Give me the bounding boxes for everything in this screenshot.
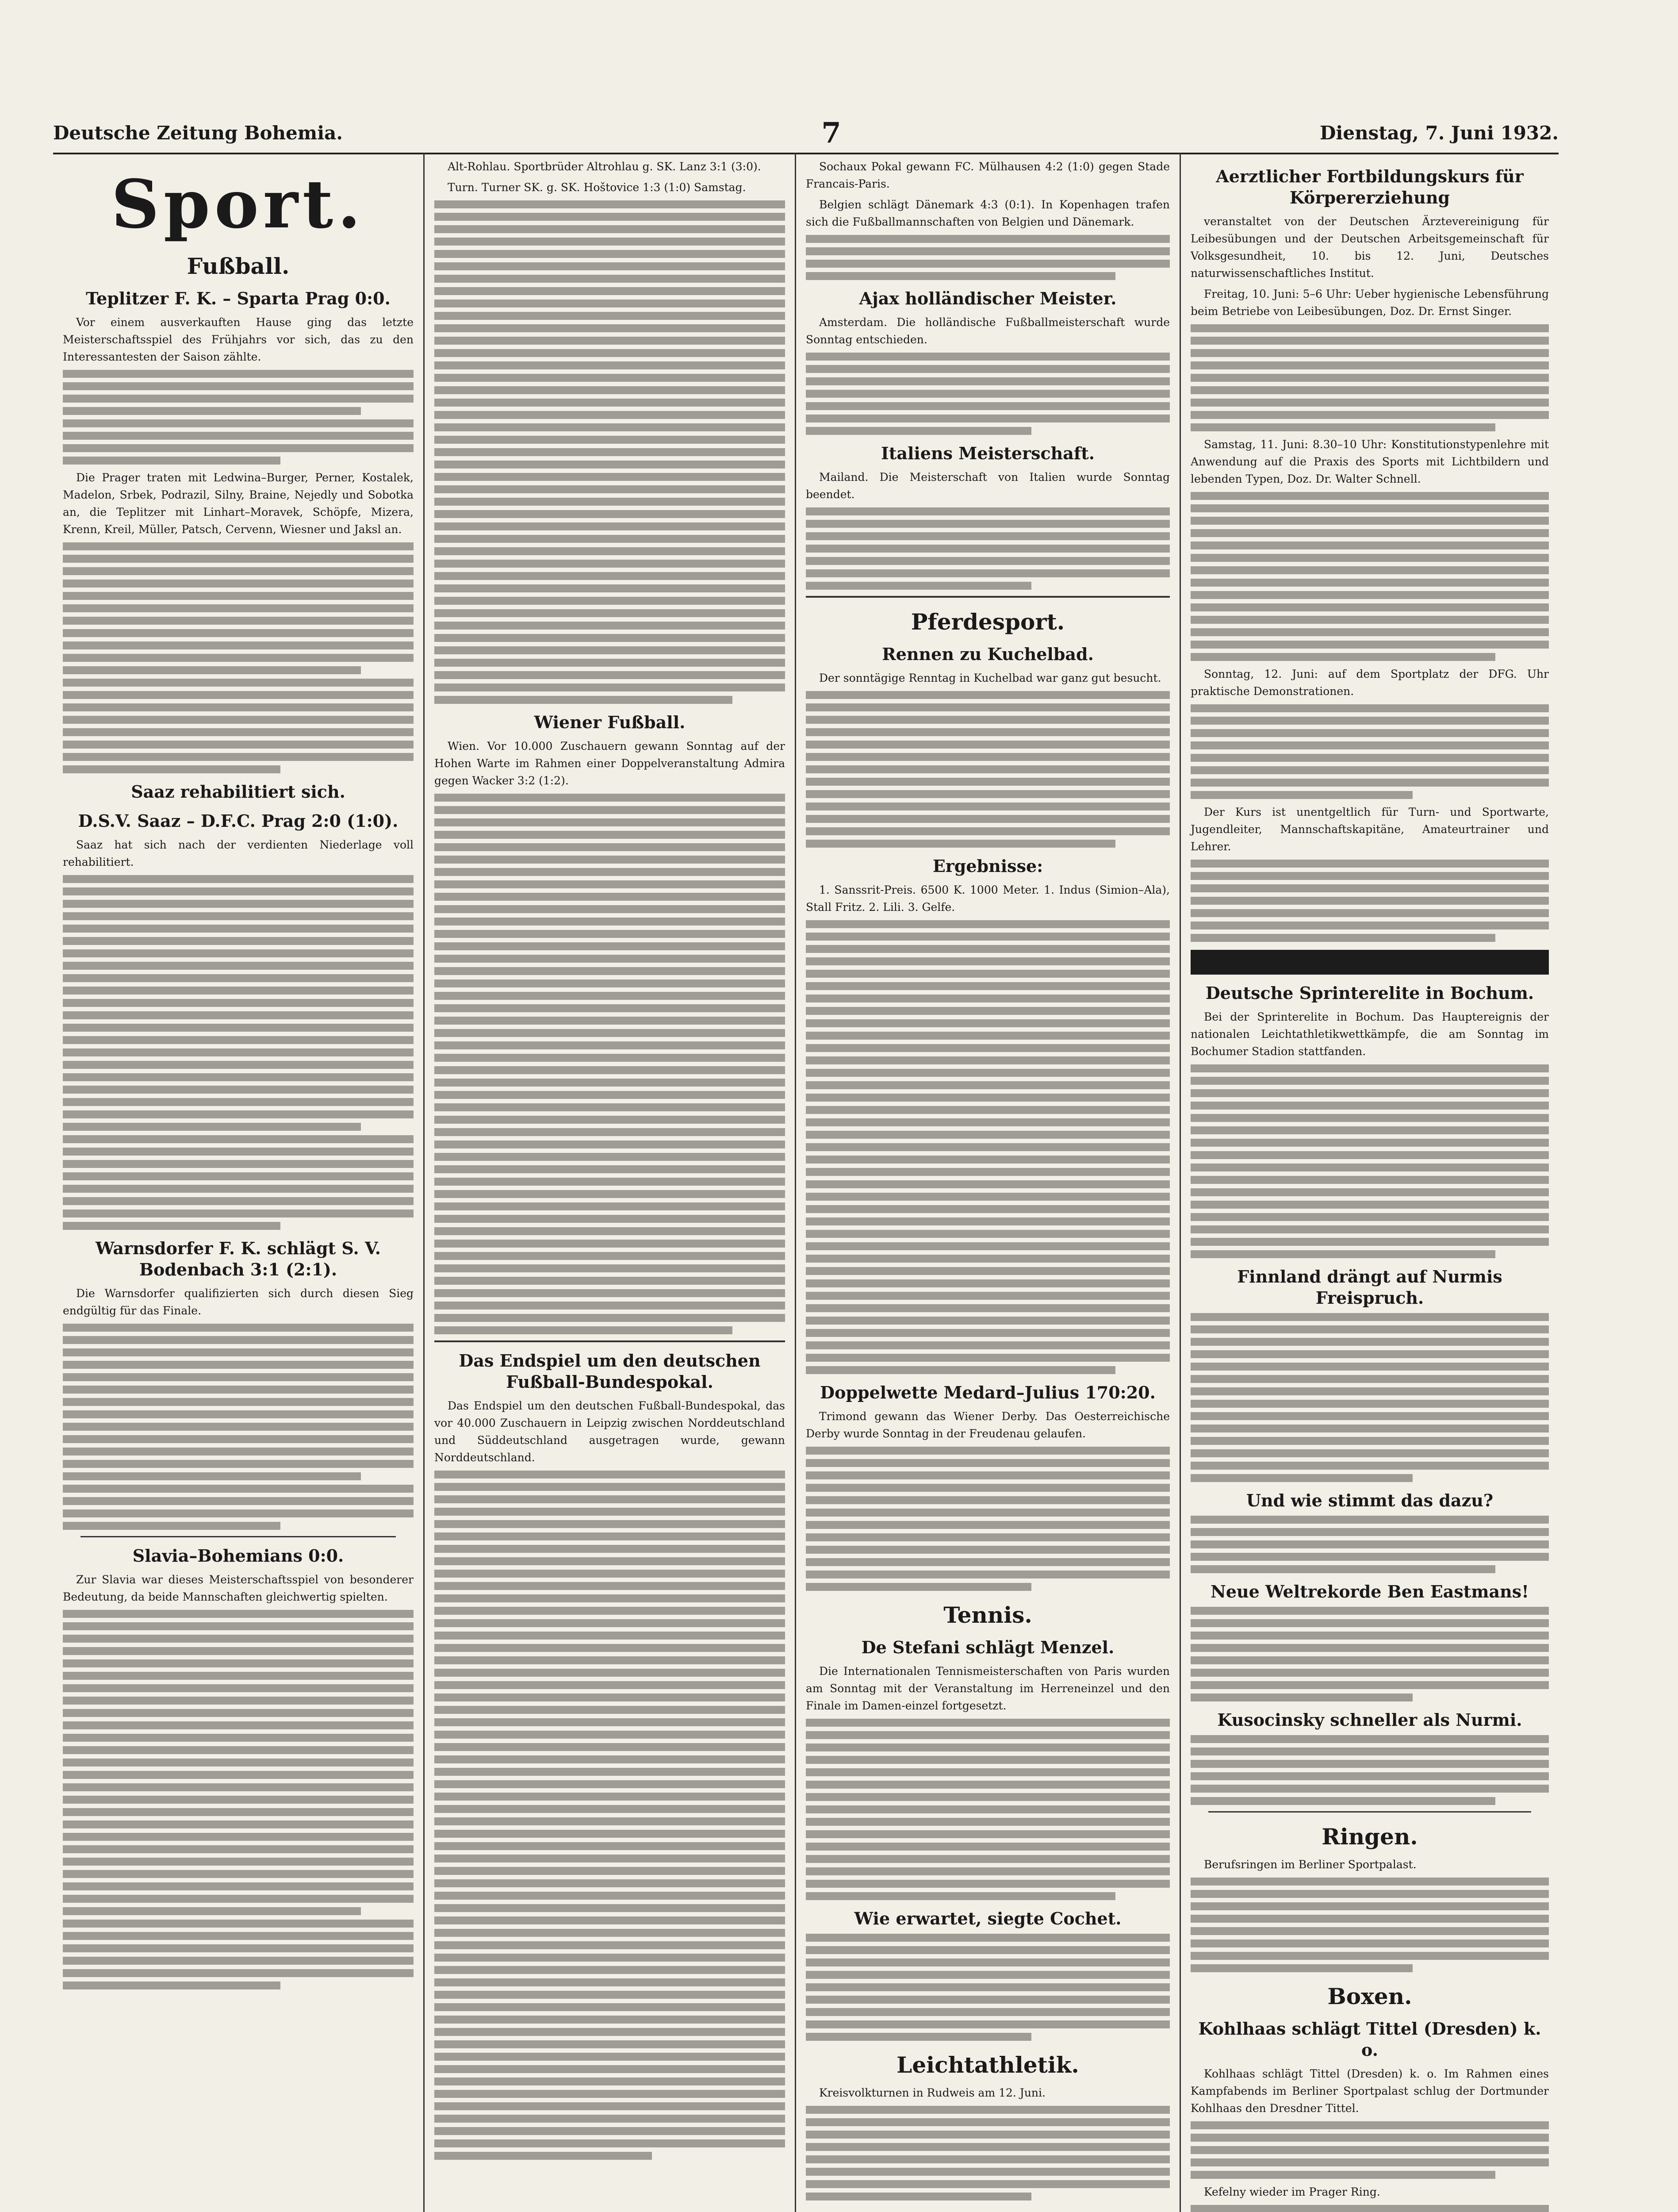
headline: Rennen zu Kuchelbad. (882, 644, 1094, 664)
text-lines (806, 353, 1170, 435)
text-lines (806, 1934, 1170, 2041)
article-text: Alt-Rohlau. Sportbrüder Altrohlau g. SK. Lanz 3:1 (3:0). (448, 160, 761, 173)
page-number: 7 (821, 116, 841, 150)
article-text: Amsterdam. Die holländische Fußballmeisterschaft wurde Sonntag entschieden. (806, 316, 1170, 346)
article-text: Der Kurs ist unentgeltlich für Turn- und Sportwarte, Jugendleiter, Mannschaftskapitäne, Amateurtrainer und Lehrer. (1191, 806, 1549, 853)
text-lines (806, 507, 1170, 590)
section-ringen: Ringen. (1322, 1824, 1418, 1850)
article-text: Belgien schlägt Dänemark 4:3 (0:1). In Kopenhagen trafen sich die Fußballmannschaften von Belgien und Dänemark. (806, 198, 1170, 228)
article-text: Samstag, 11. Juni: 8.30–10 Uhr: Konstitutionstypenlehre mit Anwendung auf die Praxis des Sports mit Lichtbildern und lebenden Typen, Doz. Dr. Walter Schnell. (1191, 438, 1549, 485)
article-text: Kefelny wieder im Prager Ring. (1204, 2185, 1380, 2198)
text-lines (1191, 1607, 1549, 1701)
headline: Finnland drängt auf Nurmis Freispruch. (1237, 1267, 1502, 1308)
subheadline: Wie erwartet, siegte Cochet. (854, 1909, 1122, 1928)
article-text: Das Endspiel um den deutschen Fußball-Bundespokal, das vor 40.000 Zuschauern in Leipzig zwischen Norddeutschland und Süddeutschland ausgetragen wurde, gewann Norddeutschland. (434, 1399, 785, 1464)
text-lines (806, 1719, 1170, 1900)
section-tennis: Tennis. (943, 1602, 1032, 1628)
article-text: Die Warnsdorfer qualifizierten sich durch diesen Sieg endgültig für das Finale. (63, 1287, 414, 1317)
section-fussball: Fußball. (187, 253, 290, 279)
masthead: Deutsche Zeitung Bohemia. (53, 122, 343, 144)
article-text: Kreisvolkturnen in Rudweis am 12. Juni. (819, 2086, 1046, 2099)
column-2 (425, 153, 796, 2212)
text-lines (434, 200, 785, 704)
text-lines (63, 1324, 414, 1530)
headline: Kusocinsky schneller als Nurmi. (1217, 1710, 1522, 1730)
article-text: Die Prager traten mit Ledwina–Burger, Perner, Kostalek, Madelon, Srbek, Podrazil, Silny, Braine, Nejedly und Sobotka an, die Teplitzer mit Linhart–Moravek, Schöpfe, Mizera, Krenn, Kreil, Müller, Patsch, Cervenn, Wiesner und Jaksl an. (63, 471, 414, 536)
text-lines (1191, 2205, 1549, 2212)
headline: Neue Weltrekorde Ben Eastmans! (1211, 1582, 1529, 1601)
headline: Wiener Fußball. (534, 712, 686, 732)
article-text: Zur Slavia war dieses Meisterschaftsspiel von besonderer Bedeutung, da beide Mannschaften gleichwertig spielten. (63, 1573, 414, 1603)
text-lines (63, 542, 414, 773)
text-lines (1191, 324, 1549, 431)
headline: Italiens Meisterschaft. (881, 443, 1095, 463)
article-text: Trimond gewann das Wiener Derby. Das Oesterreichische Derby wurde Sonntag in der Freudenau gelaufen. (806, 1410, 1170, 1440)
article-text: Mailand. Die Meisterschaft von Italien wurde Sonntag beendet. (806, 471, 1170, 501)
text-lines (1191, 704, 1549, 799)
black-banner (1191, 950, 1549, 975)
text-lines (63, 370, 414, 465)
headline: Und wie stimmt das dazu? (1246, 1490, 1494, 1510)
article-text: Wien. Vor 10.000 Zuschauern gewann Sonntag auf der Hohen Warte im Rahmen einer Doppelveranstaltung Admira gegen Wacker 3:2 (1:2). (434, 740, 785, 787)
text-lines (434, 794, 785, 1334)
article-text: 1. Sanssrit-Preis. 6500 K. 1000 Meter. 1. Indus (Simion–Ala), Stall Fritz. 2. Lili. 3. Gelfe. (806, 883, 1170, 914)
text-lines (1191, 1878, 1549, 1972)
article-columns (53, 153, 1559, 2212)
sport-title: Sport. (111, 165, 365, 243)
text-lines (1191, 492, 1549, 661)
section-leichtathletik: Leichtathletik. (896, 2052, 1079, 2078)
text-lines (1191, 1313, 1549, 1482)
separator (80, 1536, 396, 1537)
text-lines (806, 691, 1170, 848)
text-lines (806, 1447, 1170, 1591)
section-boxen: Boxen. (1327, 1983, 1412, 2009)
headline: Warnsdorfer F. K. schlägt S. V. Bodenbach 3:1 (2:1). (95, 1238, 381, 1279)
article-text: Die Internationalen Tennismeisterschaften von Paris wurden am Sonntag mit der Veranstaltung im Herreneinzel und den Finale im Damen-einzel fortgesetzt. (806, 1665, 1170, 1712)
column-1 (53, 153, 425, 2212)
article-text: Kohlhaas schlägt Tittel (Dresden) k. o. Im Rahmen eines Kampfabends im Berliner Sportpalast schlug der Dortmunder Kohlhaas den Dresdner Tittel. (1191, 2067, 1549, 2115)
headline: De Stefani schlägt Menzel. (861, 1637, 1115, 1657)
text-lines (63, 1610, 414, 1989)
page-header (53, 113, 1559, 154)
text-lines (63, 875, 414, 1230)
article-text: Der sonntägige Renntag in Kuchelbad war ganz gut besucht. (819, 672, 1161, 684)
article-text: Sonntag, 12. Juni: auf dem Sportplatz der DFG. Uhr praktische Demonstrationen. (1191, 668, 1549, 698)
article-text: Saaz hat sich nach der verdienten Niederlage voll rehabilitiert. (63, 838, 414, 868)
headline: Deutsche Sprinterelite in Bochum. (1205, 983, 1534, 1003)
column-4 (1181, 153, 1559, 2212)
headline: Aerztlicher Fortbildungskurs für Körpererziehung (1216, 166, 1524, 207)
column-3 (796, 153, 1181, 2212)
separator (434, 1340, 785, 1342)
subheadline: Doppelwette Medard–Julius 170:20. (820, 1382, 1156, 1402)
subheadline: D.S.V. Saaz – D.F.C. Prag 2:0 (1:0). (78, 811, 398, 831)
article-text: Vor einem ausverkauften Hause ging das letzte Meisterschaftsspiel des Frühjahrs vor sich, das zu den Interessantesten der Saison zählte. (63, 316, 414, 363)
headline: Saaz rehabilitiert sich. (131, 782, 345, 802)
subheadline: Ergebnisse: (932, 856, 1043, 876)
text-lines (806, 920, 1170, 1374)
text-lines (1191, 1735, 1549, 1805)
text-lines (1191, 2121, 1549, 2179)
section-pferdesport: Pferdesport. (911, 609, 1065, 635)
text-lines (1191, 860, 1549, 942)
headline: Slavia–Bohemians 0:0. (132, 1546, 344, 1566)
article-text: veranstaltet von der Deutschen Ärztevereinigung für Leibesübungen und der Deutschen Arbeitsgemeinschaft für Volksgesundheit, 10. bis 12. Juni, Deutsches naturwissenschaftliches Institut. (1191, 215, 1549, 280)
article-text: Sochaux Pokal gewann FC. Mülhausen 4:2 (1:0) gegen Stade Francais-Paris. (806, 160, 1170, 190)
article-text: Berufsringen im Berliner Sportpalast. (1204, 1858, 1417, 1871)
text-lines (1191, 1064, 1549, 1258)
text-lines (806, 2106, 1170, 2200)
issue-date: Dienstag, 7. Juni 1932. (1319, 122, 1559, 144)
text-lines (434, 1471, 785, 2160)
headline: Das Endspiel um den deutschen Fußball-Bundespokal. (459, 1351, 761, 1392)
article-text: Freitag, 10. Juni: 5–6 Uhr: Ueber hygienische Lebensführung beim Betriebe von Leibesübungen, Doz. Dr. Ernst Singer. (1191, 288, 1549, 318)
text-lines (806, 235, 1170, 280)
separator (806, 596, 1170, 598)
article-text: Turn. Turner SK. g. SK. Hoštovice 1:3 (1:0) Samstag. (448, 181, 746, 194)
headline: Teplitzer F. K. – Sparta Prag 0:0. (86, 288, 391, 308)
headline: Kohlhaas schlägt Tittel (Dresden) k. o. (1198, 2019, 1541, 2060)
headline: Ajax holländischer Meister. (859, 288, 1117, 308)
separator (1208, 1811, 1531, 1813)
text-lines (1191, 1516, 1549, 1573)
article-text: Bei der Sprinterelite in Bochum. Das Hauptereignis der nationalen Leichtathletikwettkämpfe, die am Sonntag im Bochumer Stadion stattfanden. (1191, 1010, 1549, 1058)
